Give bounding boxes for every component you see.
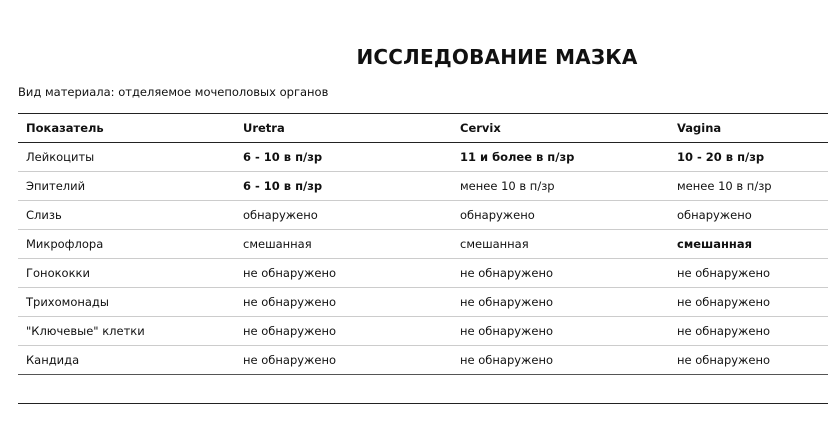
cell-vagina: смешанная	[669, 230, 828, 259]
header-uretra: Uretra	[235, 114, 452, 143]
empty-cell	[452, 375, 669, 404]
row-label: Эпителий	[18, 172, 235, 201]
cell-uretra: смешанная	[235, 230, 452, 259]
header-indicator: Показатель	[18, 114, 235, 143]
table-row-trichomonads	[18, 288, 828, 317]
row-label: Лейкоциты	[18, 143, 235, 172]
cell-cervix: 11 и более в п/зр	[452, 143, 669, 172]
material-type: Вид материала: отделяемое мочеполовых органов	[18, 85, 329, 99]
cell-cervix: менее 10 в п/зр	[452, 172, 669, 201]
table-row-gonococci	[18, 259, 828, 288]
cell-vagina: не обнаружено	[669, 346, 828, 375]
cell-vagina: обнаружено	[669, 201, 828, 230]
empty-cell	[18, 375, 235, 404]
table-row-clue-cells	[18, 317, 828, 346]
table-row-leukocytes	[18, 143, 828, 172]
row-label: Гонококки	[18, 259, 235, 288]
cell-vagina: не обнаружено	[669, 317, 828, 346]
cell-cervix: смешанная	[452, 230, 669, 259]
header-cervix: Cervix	[452, 114, 669, 143]
table-header-row	[18, 114, 828, 143]
cell-uretra: 6 - 10 в п/зр	[235, 172, 452, 201]
header-vagina: Vagina	[669, 114, 828, 143]
row-label: Кандида	[18, 346, 235, 375]
cell-cervix: не обнаружено	[452, 317, 669, 346]
row-label: Трихомонады	[18, 288, 235, 317]
row-label: "Ключевые" клетки	[18, 317, 235, 346]
cell-uretra: обнаружено	[235, 201, 452, 230]
cell-uretra: 6 - 10 в п/зр	[235, 143, 452, 172]
table-empty-footer-row	[18, 375, 828, 404]
cell-cervix: обнаружено	[452, 201, 669, 230]
report-title: ИССЛЕДОВАНИЕ МАЗКА	[356, 45, 638, 69]
empty-cell	[669, 375, 828, 404]
table-row-mucus	[18, 201, 828, 230]
row-label: Слизь	[18, 201, 235, 230]
table-row-microflora	[18, 230, 828, 259]
cell-uretra: не обнаружено	[235, 288, 452, 317]
cell-cervix: не обнаружено	[452, 259, 669, 288]
results-table	[18, 113, 828, 404]
cell-uretra: не обнаружено	[235, 317, 452, 346]
cell-uretra: не обнаружено	[235, 259, 452, 288]
table-row-candida	[18, 346, 828, 375]
cell-uretra: не обнаружено	[235, 346, 452, 375]
table-row-epithelium	[18, 172, 828, 201]
cell-cervix: не обнаружено	[452, 288, 669, 317]
row-label: Микрофлора	[18, 230, 235, 259]
cell-vagina: 10 - 20 в п/зр	[669, 143, 828, 172]
cell-vagina: менее 10 в п/зр	[669, 172, 828, 201]
cell-vagina: не обнаружено	[669, 288, 828, 317]
empty-cell	[235, 375, 452, 404]
cell-vagina: не обнаружено	[669, 259, 828, 288]
cell-cervix: не обнаружено	[452, 346, 669, 375]
